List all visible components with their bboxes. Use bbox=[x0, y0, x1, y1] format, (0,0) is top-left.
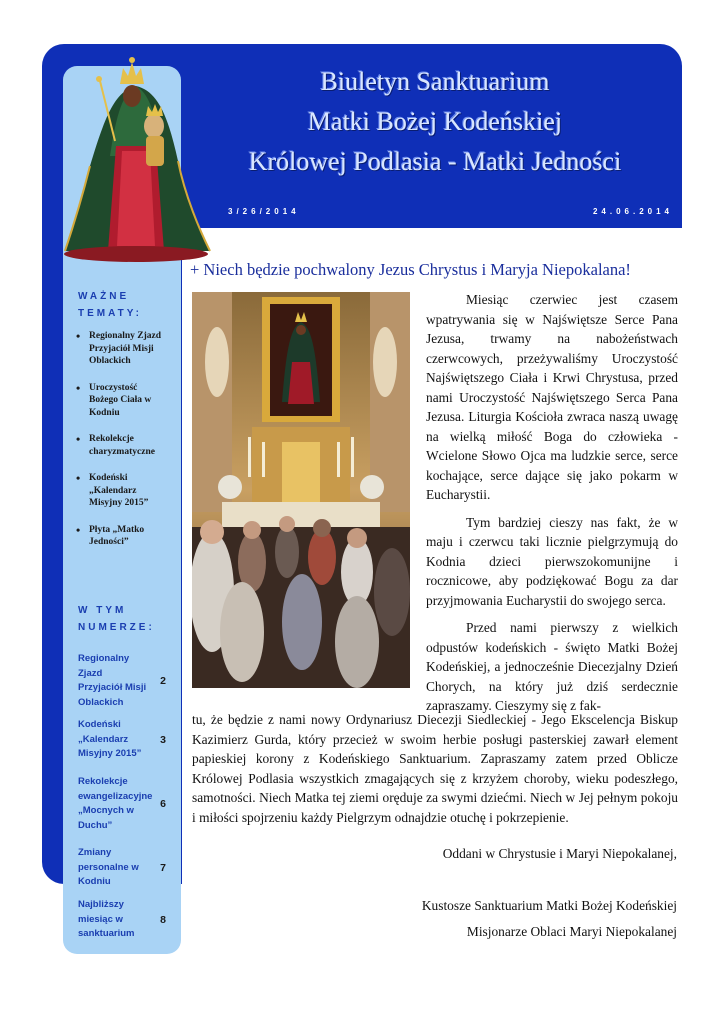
article-paragraph-1: Miesiąc czerwiec jest czasem wpatrywania się w Najświętsze Serce Pana Jezusa, trwamy na nabożeństwach czerwcowych, przeżywaliśmy Uroczystość Najświętszego Ciała i Krwi Chrystusa, przed nami Uroczystość Najświętszego Serca Pana Jezusa. Liturgia Kościoła zwraca naszą uwagę na wielką miłość Boga do człowieka - Wcielone Słowo Ojca ma ludzkie serce, serce kochające, serce dające się jako pokarm w Eucharystii. bbox=[426, 292, 678, 502]
altar-photo-image bbox=[192, 292, 410, 688]
title-line-2: Matki Bożej Kodeńskiej bbox=[307, 107, 563, 136]
toc-entry-page: 8 bbox=[160, 913, 166, 926]
toc-heading: W TYM NUMERZE: bbox=[78, 605, 155, 633]
issue-number: 3/26/2014 bbox=[228, 207, 300, 216]
issue-date: 24.06.2014 bbox=[592, 207, 673, 216]
toc-entry-title: Regionalny Zjazd Przyjaciół Misji Oblackich bbox=[78, 653, 147, 708]
list-item: • Rekolekcje charyzmatyczne bbox=[76, 433, 166, 458]
closing-line: Oddani w Chrystusie i Maryi Niepokalanej, bbox=[442, 846, 677, 861]
greeting-line: + Niech będzie pochwalony Jezus Chrystus i Maryja Niepokalana! bbox=[190, 260, 631, 279]
toc-entry[interactable] bbox=[78, 652, 170, 710]
toc-entry-page: 3 bbox=[160, 733, 166, 746]
madonna-figure-image bbox=[60, 46, 212, 264]
signature-missionaries: Misjonarze Oblaci Maryi Niepokalanej bbox=[466, 924, 677, 939]
title-line-1: Biuletyn Sanktuarium bbox=[320, 67, 550, 96]
toc-entry-title: Zmiany personalne w Kodniu bbox=[78, 847, 139, 887]
toc-entry-title: Rekolekcje ewangelizacyjne „Mocnych w Duchu” bbox=[78, 776, 153, 831]
article-paragraph-3a: Przed nami pierwszy z wielkich odpustów kodeńskich - święto Matki Bożej Kodeńskiej, a jednocześnie Diecezjalny Dzień Chorych, na który już dziś serdecznie zapraszamy. Cieszymy się z fak- bbox=[426, 620, 678, 713]
toc-entry-page: 2 bbox=[160, 674, 166, 687]
bulletin-title bbox=[200, 62, 670, 182]
important-topics-heading: WAŻNE TEMATY: bbox=[78, 291, 142, 319]
toc-entry[interactable] bbox=[78, 846, 170, 890]
toc-entry[interactable] bbox=[78, 718, 170, 762]
toc-entry-title: Najbliższy miesiąc w sanktuarium bbox=[78, 899, 135, 939]
article-column bbox=[426, 290, 678, 716]
title-line-3: Królowej Podlasia - Matki Jedności bbox=[248, 147, 622, 176]
list-item: • Uroczystość Bożego Ciała w Kodniu bbox=[76, 382, 166, 420]
article-paragraph-3b: tu, że będzie z nami nowy Ordynariusz Diecezji Siedleckiej - Jego Ekscelencja Biskup Kazimierz Gurda, który przecież w swoim herbie posługi pasterskiej zawarł element papieskiej korony z Kodeńskiego Sanktuarium. Zapraszamy zatem przed Oblicze Królowej Podlasia wszystkich zmagających się z krzyżem choroby, wieku podeszłego, samotności. Niech Matka tej ziemi oręduje za swymi dziećmi. Niech w Jej pełnym pokoju i miłości spojrzeniu każdy Pielgrzym odnajdzie otuchę i pokrzepienie. bbox=[192, 712, 678, 825]
list-item: • Płyta „Matko Jedności” bbox=[76, 524, 166, 549]
toc-entry-title: Kodeński „Kalendarz Misyjny 2015” bbox=[78, 719, 142, 759]
signature-custodians: Kustosze Sanktuarium Matki Bożej Kodeńskiej bbox=[421, 898, 677, 913]
toc-entry[interactable] bbox=[78, 898, 170, 942]
toc-entry-page: 6 bbox=[160, 797, 166, 810]
article-paragraph-2: Tym bardziej cieszy nas fakt, że w maju i czerwcu taki licznie pielgrzymują do Kodnia dzieci pierwszokomunijne i rocznicowe, aby podziękować Bogu za dar przyjmowania Eucharystii do swojego serca. bbox=[426, 514, 678, 608]
list-item: • Kodeński „Kalendarz Misyjny 2015” bbox=[76, 472, 166, 510]
toc-entry[interactable] bbox=[78, 775, 170, 833]
important-topics-list bbox=[76, 330, 166, 563]
list-item: • Regionalny Zjazd Przyjaciół Misji Oblackich bbox=[76, 330, 166, 368]
toc-entry-page: 7 bbox=[160, 861, 166, 874]
